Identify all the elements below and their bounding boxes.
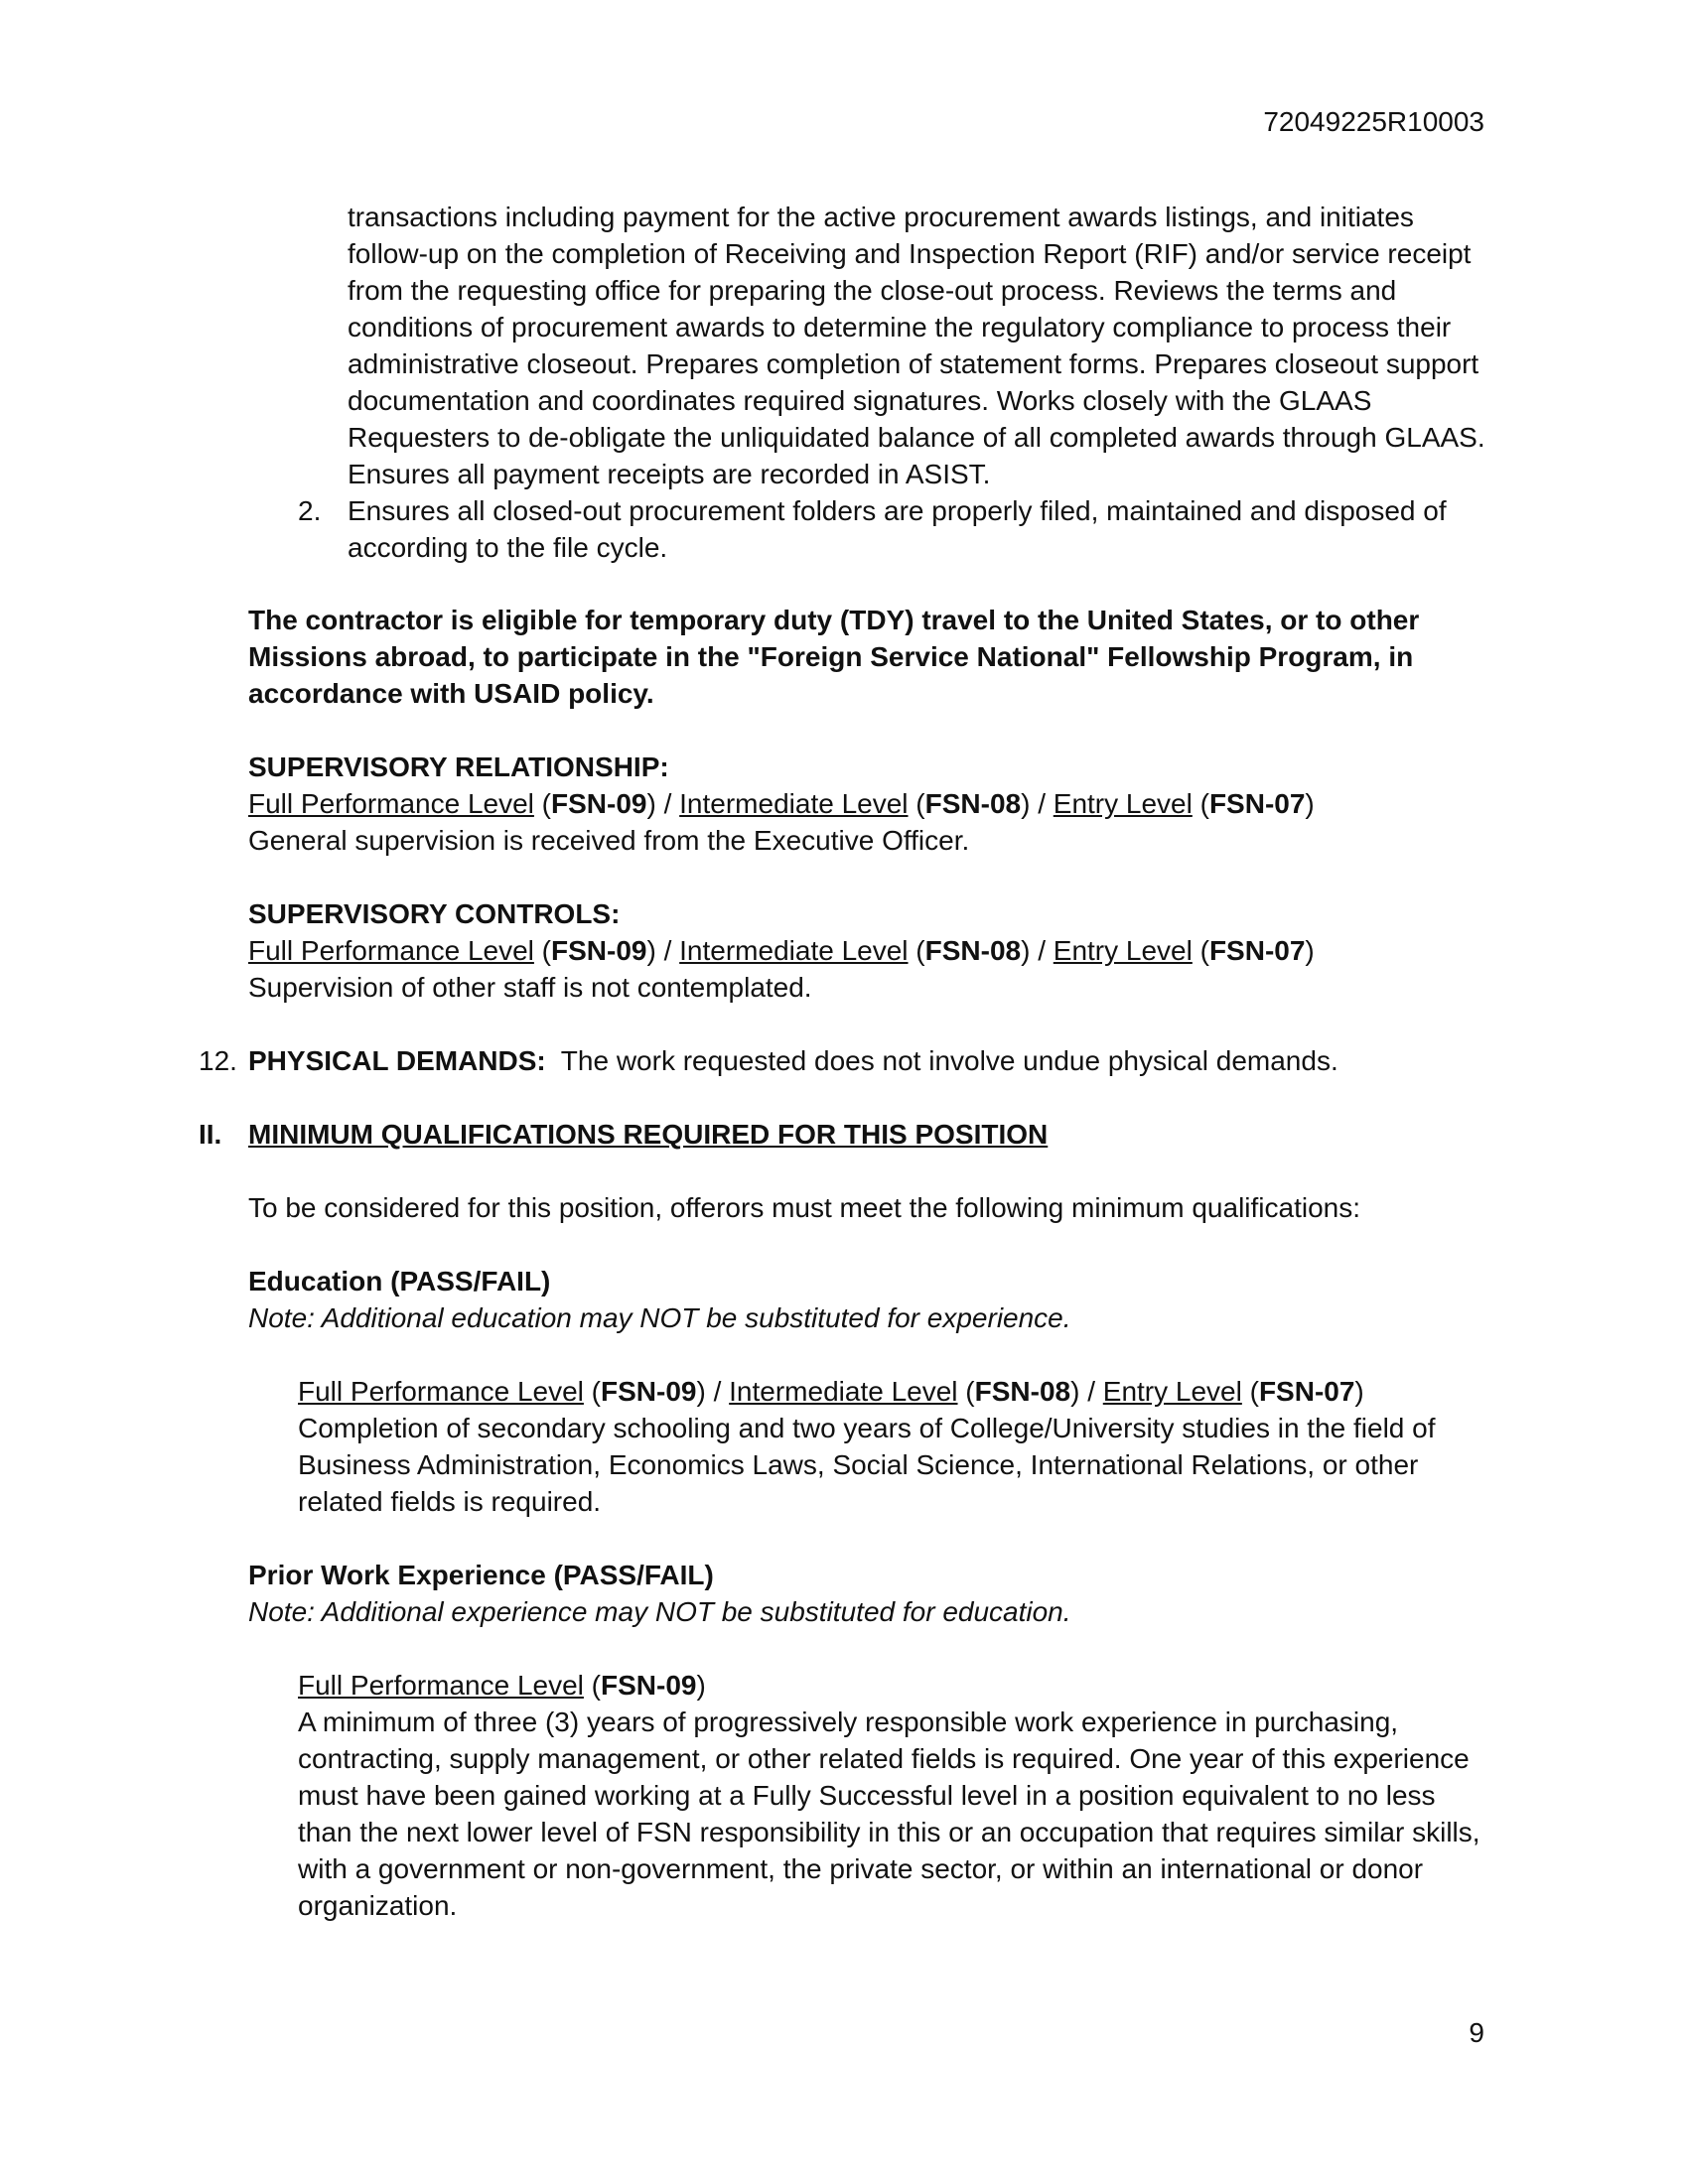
entry-grade: FSN-07 <box>1208 935 1306 966</box>
entry-level-label: Entry Level <box>1053 935 1193 966</box>
level-line: Full Performance Level (FSN-09) / Intermediate Level (FSN-08) / Entry Level (FSN-07) <box>298 1376 1364 1407</box>
intermediate-grade: FSN-08 <box>924 788 1022 819</box>
full-level-label: Full Performance Level <box>248 788 534 819</box>
list-item-2: Ensures all closed-out procurement folders are properly filed, maintained and disposed of according to the file cycle. <box>348 495 1447 563</box>
experience-requirement <box>298 1667 1489 1924</box>
supervisory-relationship-section <box>248 749 1489 859</box>
qualifications-intro: To be considered for this position, offerors must meet the following minimum qualifications: <box>248 1192 1361 1223</box>
section-heading: SUPERVISORY CONTROLS: <box>248 898 621 929</box>
physical-demands <box>248 1042 1489 1079</box>
entry-grade: FSN-07 <box>1208 788 1306 819</box>
full-level-label: Full Performance Level <box>298 1670 584 1701</box>
level-line: Full Performance Level (FSN-09) <box>298 1670 706 1701</box>
experience-section <box>248 1557 1489 1630</box>
intermediate-level-label: Intermediate Level <box>729 1376 958 1407</box>
supervisory-controls-section <box>248 895 1489 1006</box>
continued-paragraph: transactions including payment for the active procurement awards listings, and initiates follow-up on the completion of Receiving and Inspection Report (RIF) and/or service receipt from the requesting office for preparing the close-out process. Reviews the terms and conditions of procurement awards to determine the regulatory compliance to process their administrative closeout. Prepares completion of statement forms. Prepares closeout support documentation and coordinates required signatures. Works closely with the GLAAS Requesters to de-obligate the unliquidated balance of all completed awards through GLAAS. Ensures all payment receipts are recorded in ASIST. <box>348 202 1485 489</box>
section-ii-title <box>248 1116 1489 1153</box>
physical-demands-text: The work requested does not involve undue physical demands. <box>560 1045 1338 1076</box>
experience-heading: Prior Work Experience (PASS/FAIL) <box>248 1560 714 1590</box>
full-level-label: Full Performance Level <box>248 935 534 966</box>
document-id: 72049225R10003 <box>1263 106 1484 137</box>
experience-note: Note: Additional experience may NOT be substituted for education. <box>248 1596 1071 1627</box>
full-grade: FSN-09 <box>601 1376 697 1407</box>
intermediate-grade: FSN-08 <box>974 1376 1071 1407</box>
education-section <box>248 1263 1489 1336</box>
full-level-label: Full Performance Level <box>298 1376 584 1407</box>
section-text: General supervision is received from the Executive Officer. <box>248 825 970 856</box>
entry-grade: FSN-07 <box>1258 1376 1355 1407</box>
education-text: Completion of secondary schooling and two years of College/University studies in the field of Business Administration, Economics Laws, Social Science, International Relations, or other related fields is required. <box>298 1413 1436 1517</box>
full-grade: FSN-09 <box>551 788 647 819</box>
level-line: Full Performance Level (FSN-09) / Intermediate Level (FSN-08) / Entry Level (FSN-07) <box>248 935 1315 966</box>
section-heading: SUPERVISORY RELATIONSHIP: <box>248 751 669 782</box>
intermediate-level-label: Intermediate Level <box>679 935 909 966</box>
item-number-12: 12. <box>199 1045 237 1076</box>
education-note: Note: Additional education may NOT be substituted for experience. <box>248 1302 1071 1333</box>
section-text: Supervision of other staff is not contemplated. <box>248 972 812 1003</box>
physical-demands-label: PHYSICAL DEMANDS: <box>248 1045 546 1076</box>
education-requirement <box>298 1373 1489 1520</box>
list-number-2: 2. <box>298 495 322 526</box>
full-grade: FSN-09 <box>601 1670 697 1701</box>
intermediate-grade: FSN-08 <box>924 935 1022 966</box>
page-number: 9 <box>1469 2017 1484 2048</box>
full-grade: FSN-09 <box>551 935 647 966</box>
entry-level-label: Entry Level <box>1102 1376 1242 1407</box>
tdy-eligibility: The contractor is eligible for temporary duty (TDY) travel to the United States, or to other Missions abroad, to participate in the "Foreign Service National" Fellowship Program, in accordance with USAID policy. <box>248 605 1420 709</box>
level-line: Full Performance Level (FSN-09) / Intermediate Level (FSN-08) / Entry Level (FSN-07) <box>248 788 1315 819</box>
entry-level-label: Entry Level <box>1053 788 1193 819</box>
education-heading: Education (PASS/FAIL) <box>248 1266 551 1297</box>
intermediate-level-label: Intermediate Level <box>679 788 909 819</box>
section-number-ii: II. <box>199 1119 222 1150</box>
section-ii-title-text: MINIMUM QUALIFICATIONS REQUIRED FOR THIS POSITION <box>248 1119 1049 1150</box>
experience-text: A minimum of three (3) years of progressively responsible work experience in purchasing, contracting, supply management, or other related fields is required. One year of this experience must have been gained working at a Fully Successful level in a position equivalent to no less than the next lower level of FSN responsibility in this or an occupation that requires similar skills, with a government or non-government, the private sector, or within an international or donor organization. <box>298 1706 1480 1921</box>
